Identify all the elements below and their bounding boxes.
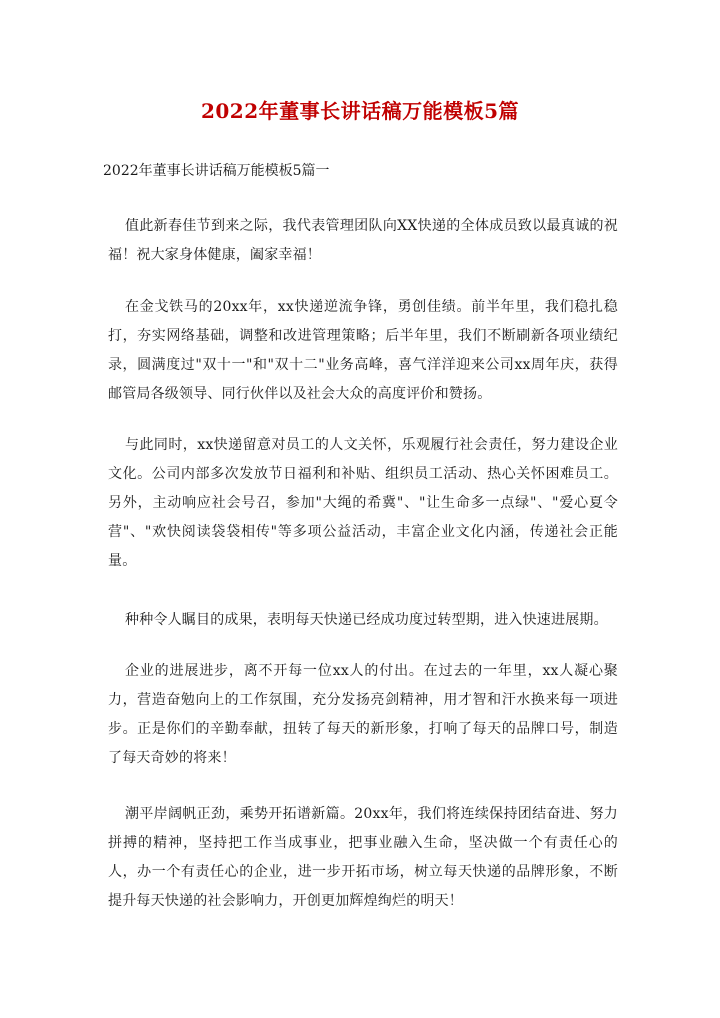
paragraph-greeting: 值此新春佳节到来之际，我代表管理团队向XX快递的全体成员致以最真诚的祝福！祝大家身体健康，阖家幸福！ bbox=[108, 218, 618, 263]
paragraph-results: 种种令人瞩目的成果，表明每天快递已经成功度过转型期，进入快速进展期。 bbox=[125, 612, 608, 628]
document-title: 2022年董事长讲话稿万能模板5篇 bbox=[200, 99, 520, 123]
paragraph-achievements: 在金戈铁马的20xx年，xx快递逆流争锋，勇创佳绩。前半年里，我们稳扎稳打，夯实网络基础，调整和改进管理策略；后半年里，我们不断刷新各项业绩纪录，圆满度过"双十一"和"双十二"业务高峰，喜气洋洋迎来公司xx周年庆，获得邮管局各级领导、同行伙伴以及社会大众的高度评价和赞扬。 bbox=[108, 299, 618, 402]
section-heading: 2022年董事长讲话稿万能模板5篇一 bbox=[103, 163, 330, 179]
paragraph-outlook: 潮平岸阔帆正劲，乘势开拓谱新篇。20xx年，我们将连续保持团结奋进、努力拼搏的精神，坚持把工作当成事业，把事业融入生命，坚决做一个有责任心的人，办一个有责任心的企业，进一步开拓市场，树立每天快递的品牌形象，不断提升每天快递的社会影响力，开创更加辉煌绚烂的明天！ bbox=[108, 806, 618, 909]
paragraph-thanks: 企业的进展进步，离不开每一位xx人的付出。在过去的一年里，xx人凝心聚力，营造奋勉向上的工作氛围，充分发扬亮剑精神，用才智和汗水换来每一项进步。正是你们的辛勤奉献，扭转了每天的新形象，打响了每天的品牌口号，制造了每天奇妙的将来！ bbox=[108, 663, 618, 766]
paragraph-culture: 与此同时，xx快递留意对员工的人文关怀，乐观履行社会责任，努力建设企业文化。公司内部多次发放节日福利和补贴、组织员工活动、热心关怀困难员工。另外，主动响应社会号召，参加"大绳的希冀"、"让生命多一点绿"、"爱心夏令营"、"欢快阅读袋袋相传"等多项公益活动，丰富企业文化内涵，传递社会正能量。 bbox=[108, 437, 618, 569]
